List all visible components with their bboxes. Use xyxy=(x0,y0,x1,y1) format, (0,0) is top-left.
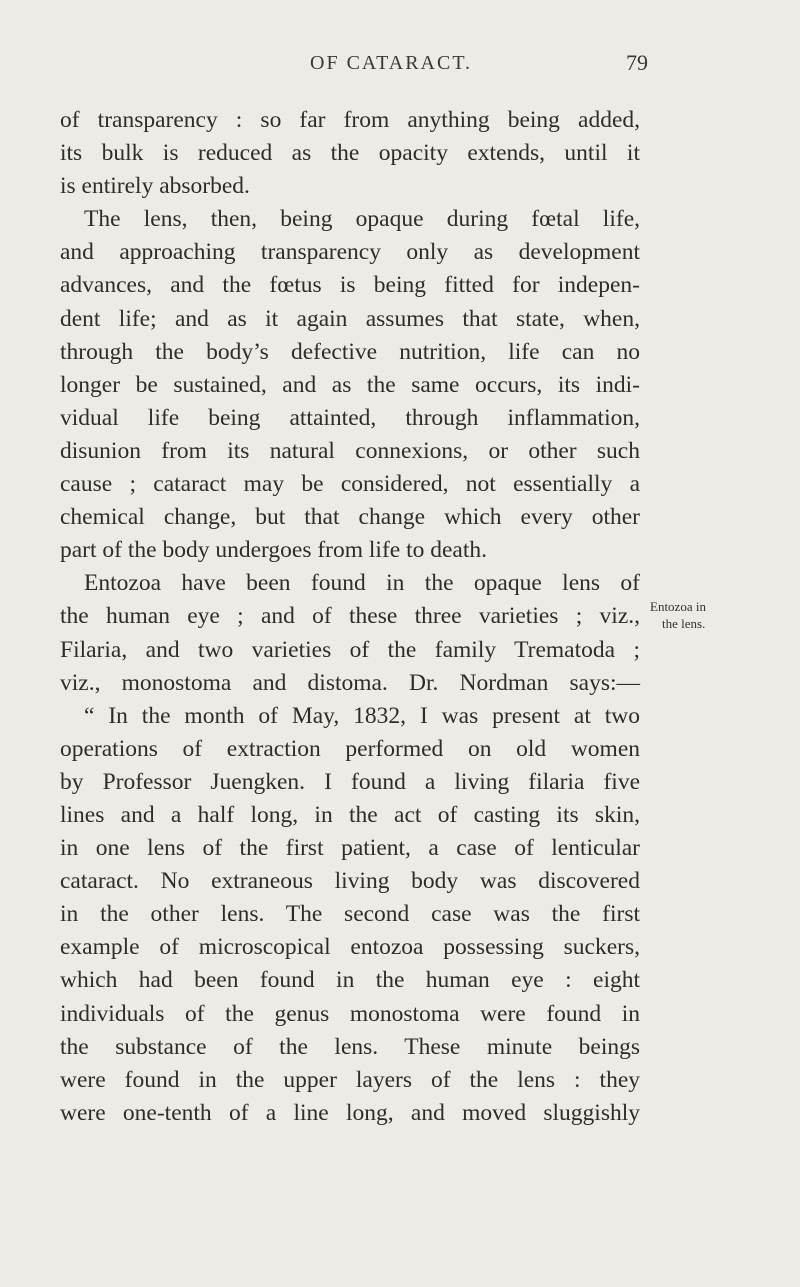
text-line: the human eye ; and of these three varieties ; viz., xyxy=(60,603,640,630)
text-line: dent life; and as it again assumes that state, when, xyxy=(60,305,640,332)
text-line: disunion from its natural connexions, or other such xyxy=(60,437,640,464)
text-line: cataract. No extraneous living body was discovered xyxy=(60,868,640,895)
text-line: viz., monostoma and distoma. Dr. Nordman says:— xyxy=(60,669,640,696)
text-line: part of the body undergoes from life to death. xyxy=(60,537,488,564)
text-line: and approaching transparency only as development xyxy=(60,239,640,266)
running-head: OF CATARACT. xyxy=(310,52,473,74)
text-line: cause ; cataract may be considered, not essentially a xyxy=(60,471,640,498)
text-line: vidual life being attainted, through inflammation, xyxy=(60,404,640,431)
margin-note xyxy=(650,598,770,632)
text-line: is entirely absorbed. xyxy=(60,173,250,200)
page-number: 79 xyxy=(626,50,648,75)
text-line: The lens, then, being opaque during fœtal life, xyxy=(84,206,640,233)
text-line: in one lens of the first patient, a case of lenticular xyxy=(60,835,640,862)
text-line: were found in the upper layers of the lens : they xyxy=(60,1066,640,1093)
text-line: advances, and the fœtus is being fitted for indepen- xyxy=(60,272,640,299)
text-line: operations of extraction performed on old women xyxy=(60,735,640,762)
text-line: lines and a half long, in the act of casting its skin, xyxy=(60,801,640,828)
text-line: by Professor Juengken. I found a living filaria five xyxy=(60,768,640,795)
text-line: were one-tenth of a line long, and moved sluggishly xyxy=(60,1099,640,1126)
text-line: longer be sustained, and as the same occurs, its indi- xyxy=(60,371,640,398)
margin-note-line: the lens. xyxy=(662,616,706,631)
text-line: the substance of the lens. These minute beings xyxy=(60,1033,640,1060)
text-line: its bulk is reduced as the opacity extends, until it xyxy=(60,140,640,167)
text-line: “ In the month of May, 1832, I was present at two xyxy=(84,702,640,729)
text-line: through the body’s defective nutrition, life can no xyxy=(60,338,640,365)
text-line: in the other lens. The second case was the first xyxy=(60,901,640,928)
text-line: individuals of the genus monostoma were found in xyxy=(60,1000,640,1027)
text-line: which had been found in the human eye : eight xyxy=(60,967,640,994)
text-line: Filaria, and two varieties of the family Trematoda ; xyxy=(60,636,640,663)
margin-note-line: Entozoa in xyxy=(650,599,706,614)
text-line: of transparency : so far from anything being added, xyxy=(60,107,640,133)
text-line: example of microscopical entozoa possessing suckers, xyxy=(60,934,640,961)
text-line: Entozoa have been found in the opaque lens of xyxy=(84,570,640,597)
text-line: chemical change, but that change which every other xyxy=(60,504,640,531)
body-text xyxy=(60,104,640,1130)
